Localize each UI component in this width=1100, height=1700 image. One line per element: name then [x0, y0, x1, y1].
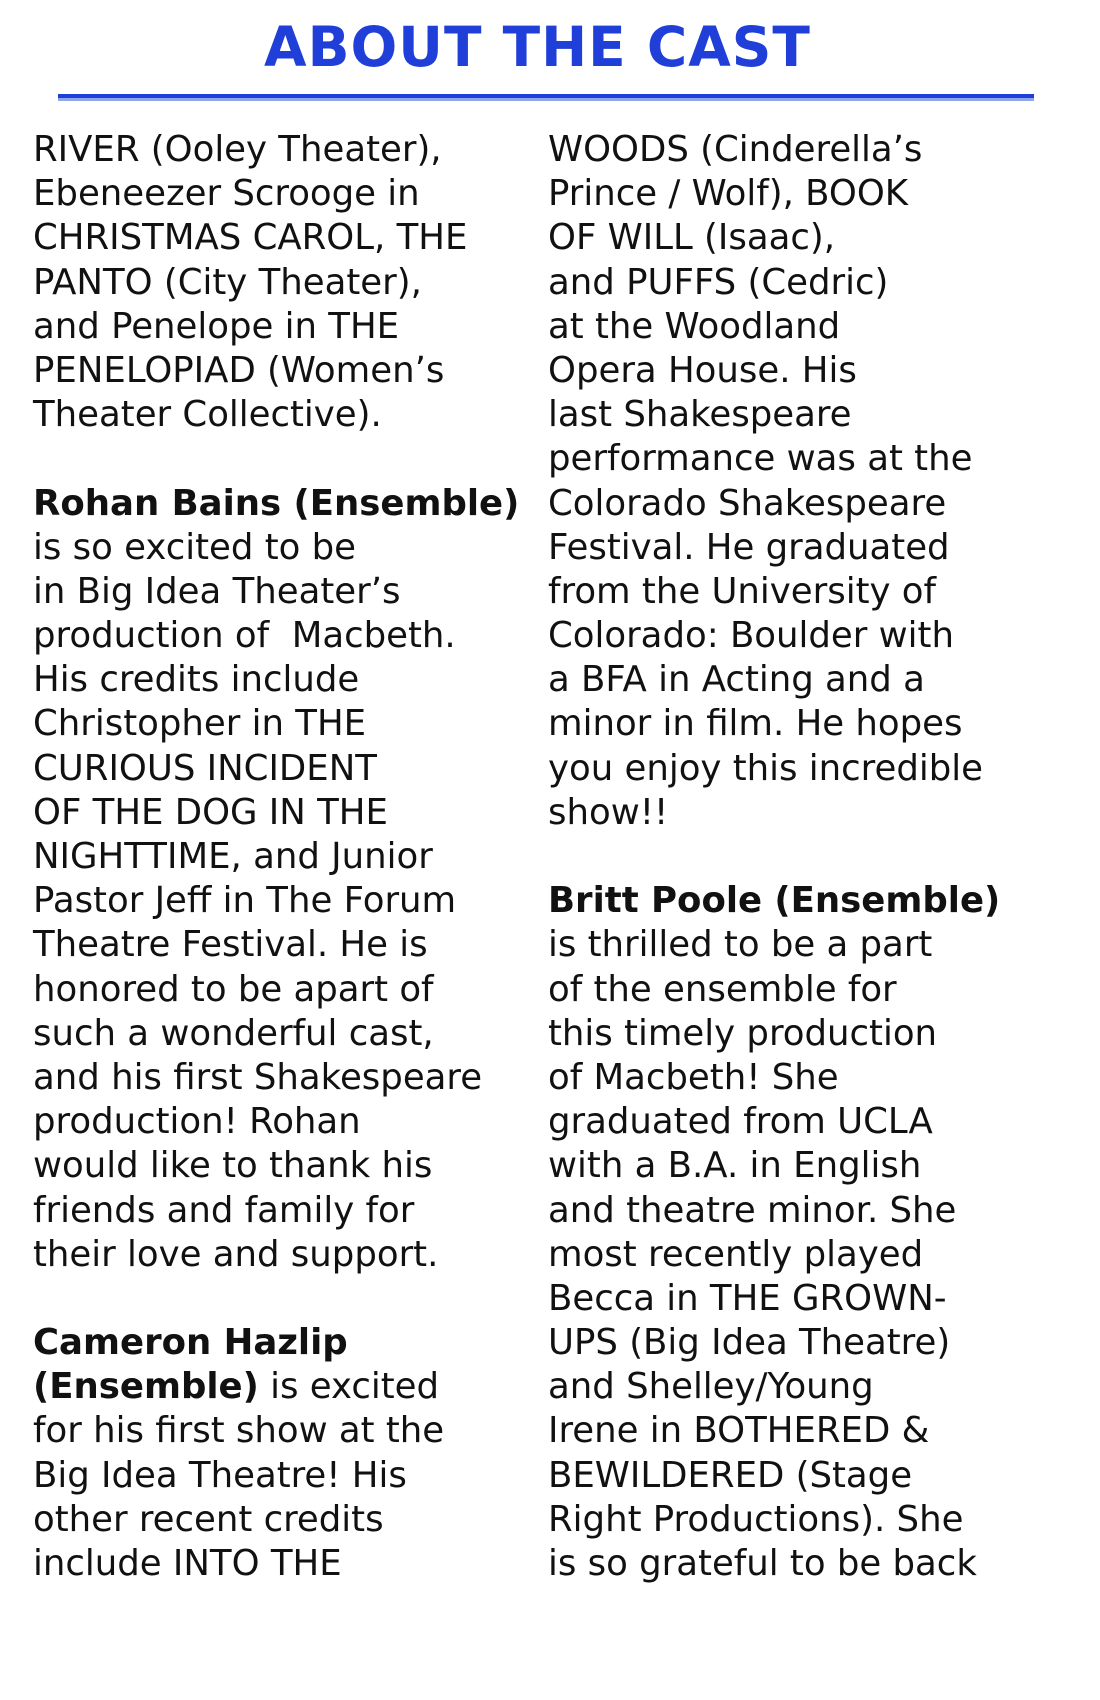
bio-line: Ebeneezer Scrooge in: [33, 173, 420, 215]
bio-line: OF WILL (Isaac),: [548, 217, 836, 259]
bio-line: Christopher in THE: [33, 703, 367, 745]
continued-bio: [33, 128, 543, 437]
bio-line: OF THE DOG IN THE: [33, 791, 388, 833]
bio-cameron-hazlip: [33, 1321, 543, 1586]
right-column: [548, 128, 1048, 1586]
bio-line: and PUFFS (Cedric): [548, 261, 889, 303]
bio-line: Festival. He graduated: [548, 526, 950, 568]
bio-line: honored to be apart of: [33, 968, 434, 1010]
bio-line: NIGHTTIME, and Junior: [33, 836, 433, 877]
bio-line: Theater Collective).: [33, 394, 382, 436]
bio-line: is so excited to be: [33, 526, 357, 568]
bio-line: and theatre minor. She: [548, 1189, 957, 1231]
bio-line: Right Productions). She: [548, 1498, 964, 1540]
bio-line: is so grateful to be back: [548, 1543, 977, 1584]
bio-britt-poole: [548, 879, 1048, 1586]
bio-line: other recent credits: [33, 1498, 384, 1540]
bio-line: graduated from UCLA: [548, 1101, 933, 1143]
bio-line: include INTO THE: [33, 1543, 342, 1584]
bio-line: PANTO (City Theater),: [33, 261, 422, 303]
bio-line: BEWILDERED (Stage: [548, 1454, 913, 1496]
bio-line: Irene in BOTHERED &: [548, 1410, 930, 1452]
bio-line: RIVER (Ooley Theater),: [33, 129, 442, 170]
bio-name: Cameron Hazlip: [33, 1322, 348, 1364]
bio-line: production! Rohan: [33, 1101, 361, 1143]
bio-line: a BFA in Acting and a: [548, 659, 925, 701]
bio-line: of Macbeth! She: [548, 1056, 839, 1098]
bio-line: Big Idea Theatre! His: [33, 1454, 407, 1496]
paragraph-gap: [548, 835, 1048, 879]
paragraph-gap: [33, 1277, 543, 1321]
bio-line: and Penelope in THE: [33, 305, 400, 347]
bio-line: you enjoy this incredible: [548, 747, 983, 789]
bio-line: from the University of: [548, 570, 937, 612]
paragraph-gap: [33, 437, 543, 481]
bio-line: His credits include: [33, 659, 360, 701]
bio-line: Opera House. His: [548, 349, 857, 391]
bio-line: is thrilled to be a part: [548, 924, 933, 966]
left-column: [33, 128, 543, 1586]
title-divider: [58, 94, 1034, 98]
bio-line: production of Macbeth.: [33, 615, 456, 657]
bio-line: and his first Shakespeare: [33, 1056, 483, 1098]
bio-role: (Ensemble): [33, 1366, 259, 1408]
bio-rohan-bains: [33, 482, 543, 1277]
bio-line: WOODS (Cinderella’s: [548, 129, 923, 170]
bio-line: this timely production: [548, 1012, 938, 1054]
page-title: ABOUT THE CAST: [264, 15, 811, 79]
bio-line: such a wonderful cast,: [33, 1012, 434, 1054]
bio-name: Britt Poole (Ensemble): [548, 880, 1001, 922]
bio-name-line: [33, 1365, 543, 1409]
bio-line: friends and family for: [33, 1189, 415, 1231]
bio-line: and Shelley/Young: [548, 1366, 874, 1408]
bio-line: last Shakespeare: [548, 394, 852, 436]
bio-line: PENELOPIAD (Women’s: [33, 349, 445, 391]
bio-line: would like to thank his: [33, 1145, 433, 1187]
continued-bio: [548, 128, 1048, 835]
bio-line: show!!: [548, 791, 669, 833]
bio-line: their love and support.: [33, 1233, 439, 1275]
bio-line: at the Woodland: [548, 305, 841, 347]
bio-line: with a B.A. in English: [548, 1145, 922, 1187]
bio-line: Colorado: Boulder with: [548, 615, 954, 657]
bio-line: most recently played: [548, 1233, 924, 1275]
bio-line: minor in film. He hopes: [548, 703, 963, 745]
bio-line: performance was at the: [548, 438, 973, 480]
bio-line: Pastor Jeff in The Forum: [33, 880, 457, 922]
bio-name: Rohan Bains (Ensemble): [33, 482, 520, 524]
bio-text: is excited: [258, 1366, 440, 1408]
bio-line: Prince / Wolf), BOOK: [548, 173, 909, 215]
bio-line: of the ensemble for: [548, 968, 897, 1010]
bio-line: Colorado Shakespeare: [548, 482, 947, 524]
bio-line: in Big Idea Theater’s: [33, 570, 401, 612]
bio-line: for his first show at the: [33, 1410, 445, 1452]
bio-line: CURIOUS INCIDENT: [33, 747, 377, 789]
bio-line: UPS (Big Idea Theatre): [548, 1322, 951, 1364]
bio-line: CHRISTMAS CAROL, THE: [33, 217, 468, 259]
bio-line: Theatre Festival. He is: [33, 924, 428, 966]
bio-line: Becca in THE GROWN-: [548, 1277, 947, 1319]
